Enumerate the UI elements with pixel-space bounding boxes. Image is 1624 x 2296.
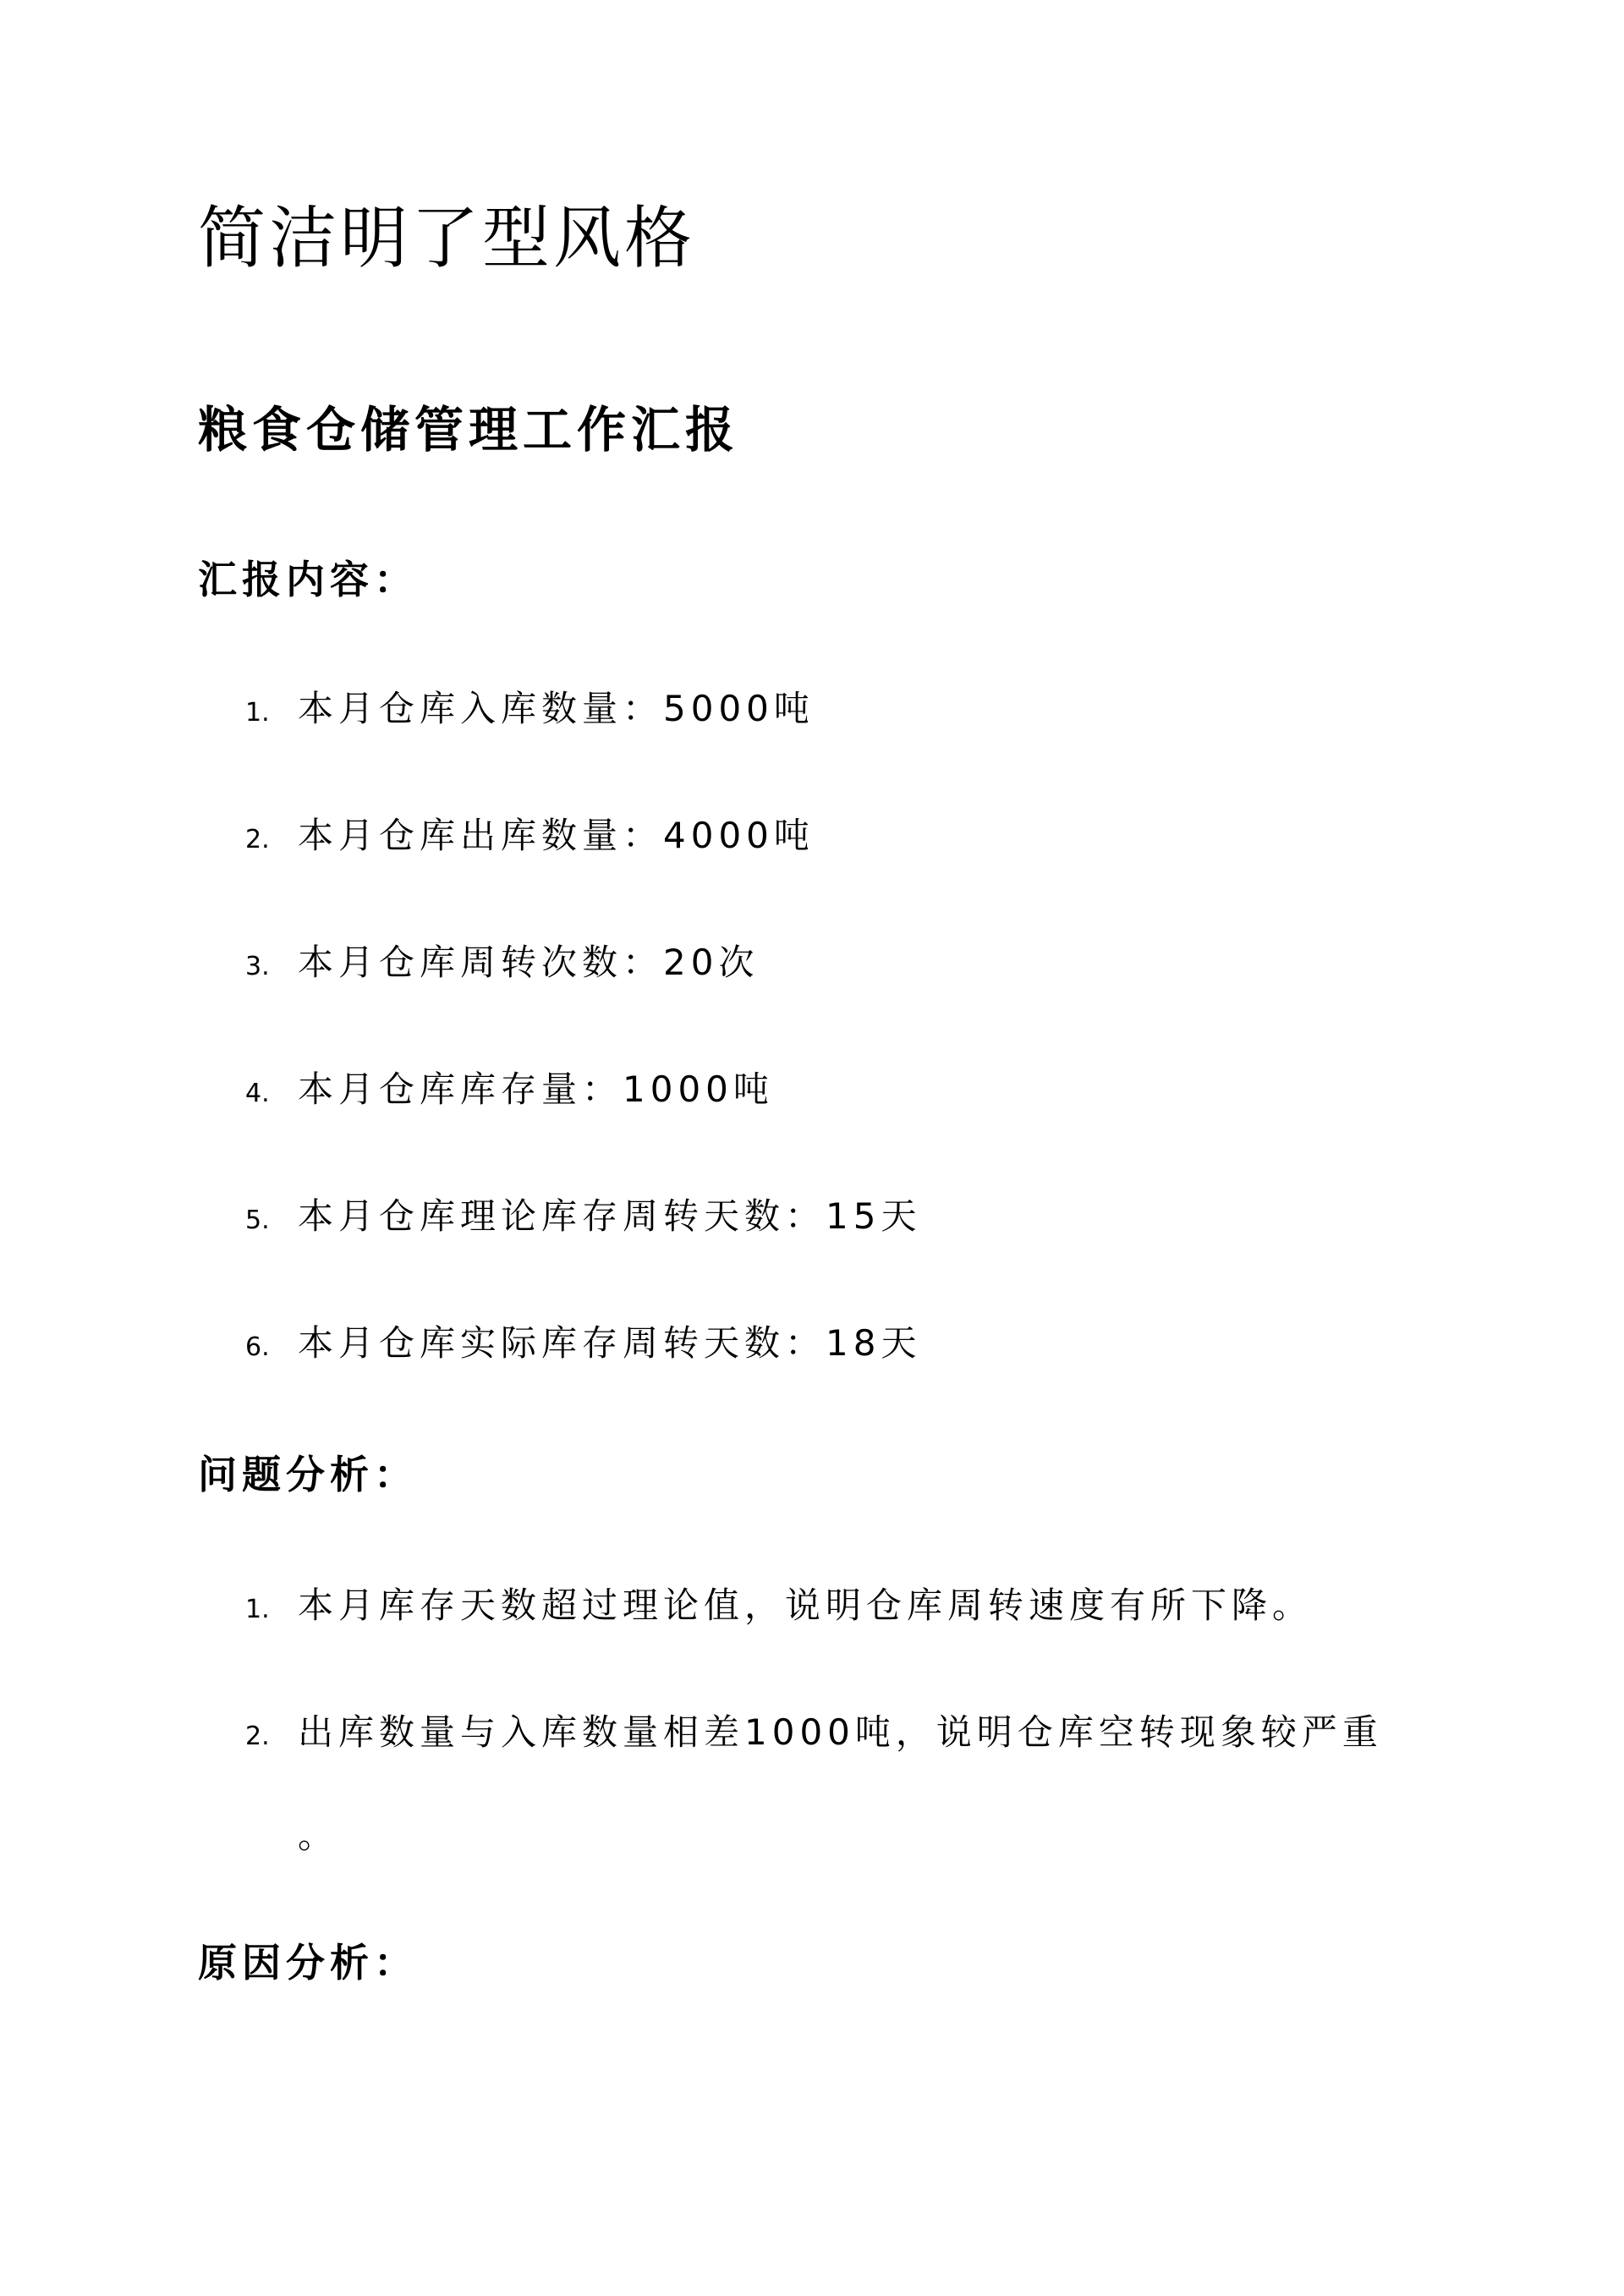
list-item-number: 2. xyxy=(245,825,270,854)
list-item-text: 本月仓库入库数量：5000吨 xyxy=(298,688,815,729)
list-item-text: 本月仓库周转次数：20次 xyxy=(298,942,760,983)
list-item xyxy=(245,1066,774,1118)
section-heading-problem-analysis: 问题分析： xyxy=(198,1452,418,1497)
list-item-number: 6. xyxy=(245,1332,270,1362)
list-item-text: 出库数量与入库数量相差1000吨，说明仓库空转现象较严重 xyxy=(298,1711,1383,1753)
list-item-continuation: 。 xyxy=(298,1815,339,1856)
list-item xyxy=(245,812,815,864)
list-item-number: 1. xyxy=(245,1595,270,1624)
list-item-text: 本月仓库库存量：1000吨 xyxy=(298,1068,774,1110)
list-item xyxy=(245,685,815,737)
list-item-number: 2. xyxy=(245,1722,270,1751)
list-item xyxy=(245,1709,1383,1760)
list-item-text: 本月仓库理论库存周转天数：15天 xyxy=(298,1195,922,1237)
section-heading-report-content: 汇报内容： xyxy=(198,557,418,602)
document-title: 简洁明了型风格 xyxy=(198,199,695,277)
report-title: 粮食仓储管理工作汇报 xyxy=(198,401,740,459)
list-item-number: 3. xyxy=(245,952,270,981)
list-item xyxy=(245,939,759,991)
list-item xyxy=(245,1320,921,1371)
list-item-number: 1. xyxy=(245,698,270,728)
list-item xyxy=(245,1193,921,1244)
section-heading-cause-analysis: 原因分析： xyxy=(198,1940,418,1986)
list-item-number: 5. xyxy=(245,1206,270,1235)
list-item-text: 本月库存天数超过理论值，说明仓库周转速度有所下降。 xyxy=(298,1585,1314,1626)
list-item xyxy=(245,1582,1313,1634)
list-item-text: 本月仓库实际库存周转天数：18天 xyxy=(298,1322,922,1364)
list-item-text: 本月仓库出库数量：4000吨 xyxy=(298,815,815,856)
list-item-number: 4. xyxy=(245,1079,270,1108)
